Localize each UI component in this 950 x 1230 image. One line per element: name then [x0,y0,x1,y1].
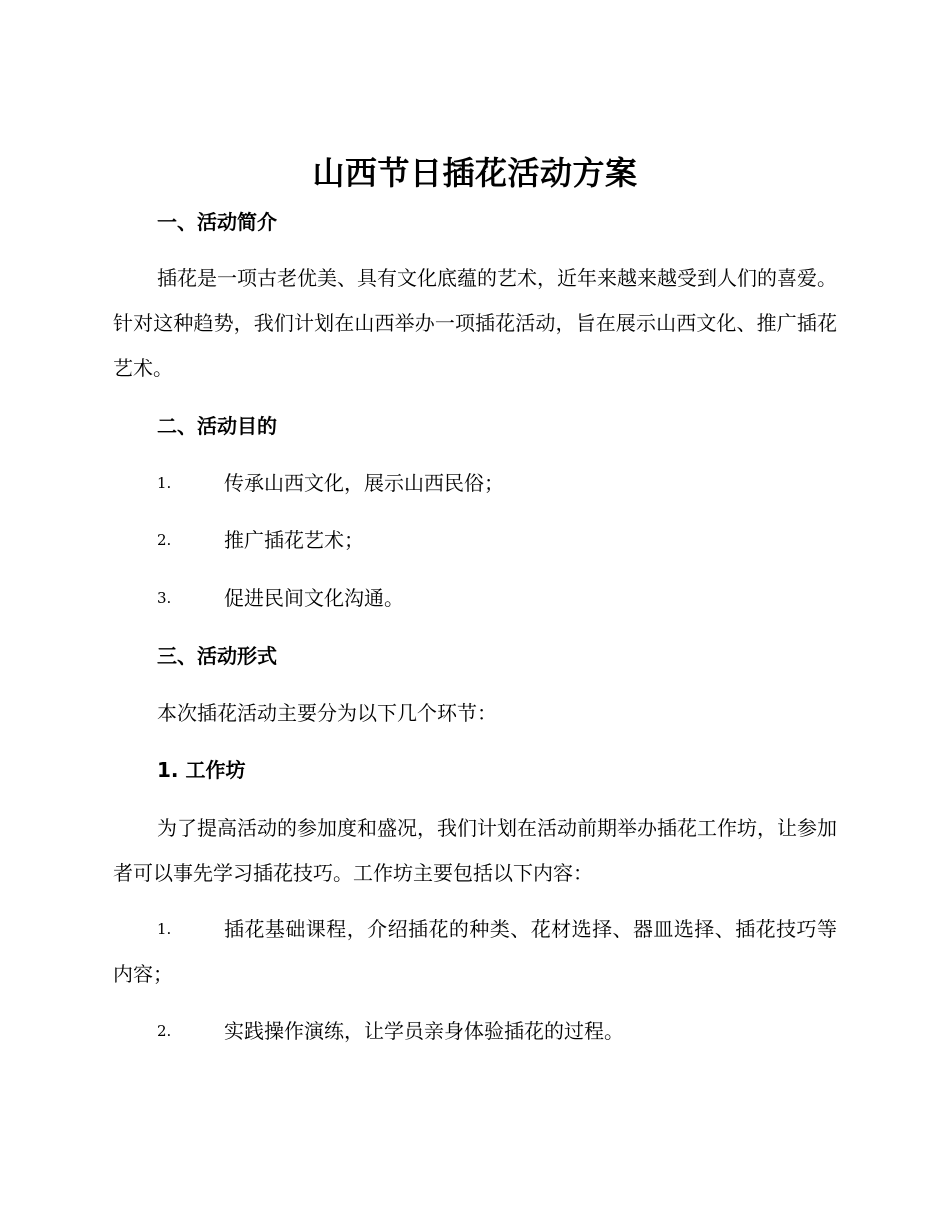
subsection-heading-workshop: 1. 工作坊 [157,758,246,782]
purpose-list-item [113,461,837,506]
list-item-text: 实践操作演练，让学员亲身体验插花的过程。 [224,1019,624,1043]
purpose-list-item [113,518,837,563]
workshop-list-item [113,907,837,997]
list-number: 2. [157,1022,172,1040]
list-item-text: 促进民间文化沟通。 [224,586,404,610]
intro-paragraph: 插花是一项古老优美、具有文化底蕴的艺术，近年来越来越受到人们的喜爱。针对这种趋势，我们计划在山西举办一项插花活动，旨在展示山西文化、推广插花艺术。 [113,266,837,380]
list-number: 3. [157,589,172,607]
list-number: 1. [157,920,172,938]
list-item-text: 插花基础课程，介绍插花的种类、花材选择、器皿选择、插花技巧等内容； [113,917,837,986]
list-number: 1. [157,474,172,492]
section-heading-intro: 一、活动简介 [157,210,277,234]
document-title: 山西节日插花活动方案 [312,154,638,192]
format-intro-text: 本次插花活动主要分为以下几个环节： [157,701,497,725]
list-number: 2. [157,531,172,549]
workshop-list-item [113,1009,837,1054]
list-item-text: 传承山西文化，展示山西民俗； [224,471,504,495]
workshop-paragraph: 为了提高活动的参加度和盛况，我们计划在活动前期举办插花工作坊，让参加者可以事先学习插花技巧。工作坊主要包括以下内容： [113,816,837,885]
purpose-list-item [113,576,837,621]
section-heading-purpose: 二、活动目的 [157,414,277,438]
list-item-text: 推广插花艺术； [224,528,364,552]
section-heading-format: 三、活动形式 [157,644,277,668]
